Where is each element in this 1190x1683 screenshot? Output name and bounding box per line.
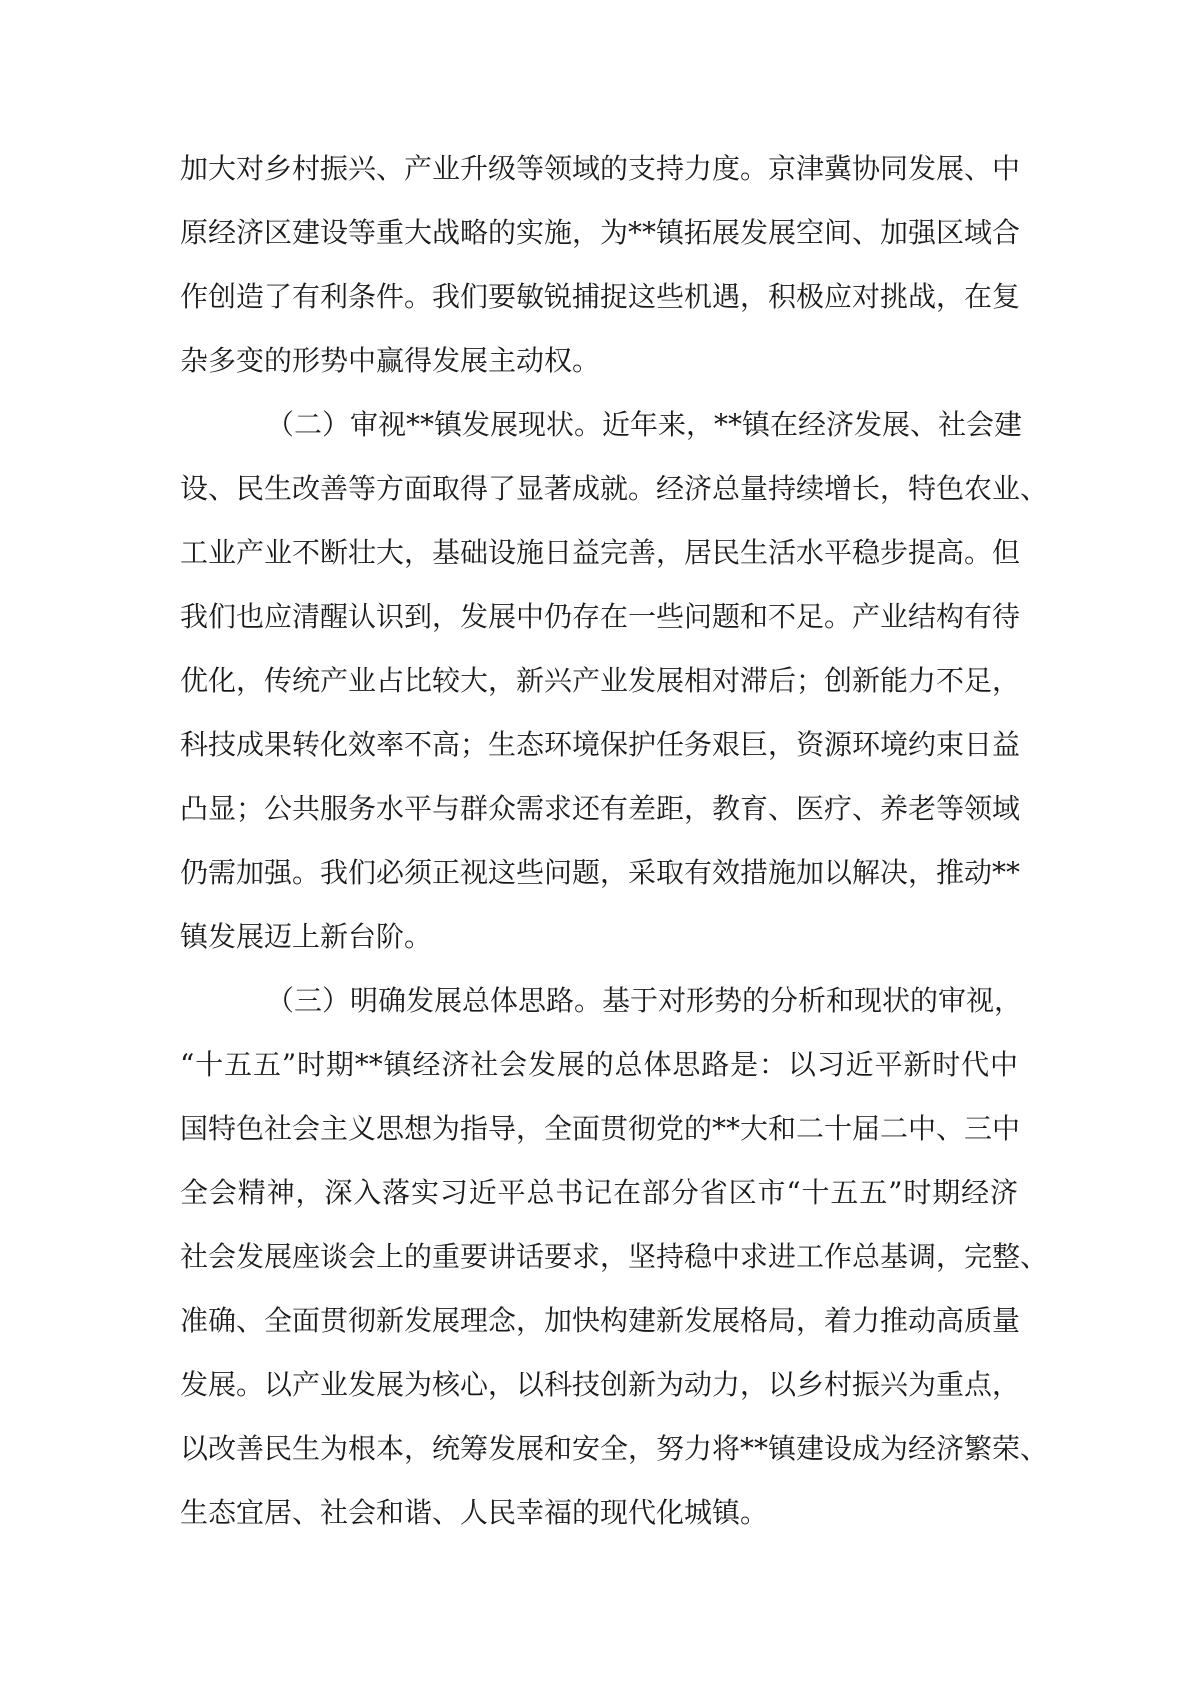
paragraph-2	[180, 408, 1049, 954]
text-line: 作创造了有利条件。我们要敏锐捕捉这些机遇，积极应对挑战，在复	[180, 280, 1021, 313]
paragraph-1	[180, 152, 1021, 378]
document-body	[180, 152, 1049, 1530]
paragraph-heading-line: （三）明确发展总体思路。基于对形势的分析和现状的审视，	[266, 984, 1023, 1017]
text-line: 加大对乡村振兴、产业升级等领域的支持力度。京津冀协同发展、中	[180, 152, 1021, 185]
text-line: 准确、全面贯彻新发展理念，加快构建新发展格局，着力推动高质量	[180, 1304, 1021, 1337]
paragraph-3	[180, 984, 1049, 1530]
text-line: 国特色社会主义思想为指导，全面贯彻党的**大和二十届二中、三中	[180, 1112, 1021, 1145]
text-line: 我们也应清醒认识到，发展中仍存在一些问题和不足。产业结构有待	[180, 600, 1021, 633]
text-line: 设、民生改善等方面取得了显著成就。经济总量持续增长，特色农业、	[180, 472, 1049, 505]
paragraph-heading-line: （二）审视**镇发展现状。近年来，**镇在经济发展、社会建	[266, 408, 1023, 441]
text-line: 凸显；公共服务水平与群众需求还有差距，教育、医疗、养老等领域	[180, 792, 1021, 825]
text-line: 原经济区建设等重大战略的实施，为**镇拓展发展空间、加强区域合	[180, 216, 1021, 249]
text-line: 镇发展迈上新台阶。	[180, 920, 433, 953]
text-line: “十五五”时期**镇经济社会发展的总体思路是：以习近平新时代中	[180, 1048, 1018, 1081]
text-line: 生态宜居、社会和谐、人民幸福的现代化城镇。	[180, 1496, 769, 1529]
text-line: 仍需加强。我们必须正视这些问题，采取有效措施加以解决，推动**	[180, 856, 1021, 889]
text-line: 全会精神，深入落实习近平总书记在部分省区市“十五五”时期经济	[180, 1176, 1018, 1209]
text-line: 优化，传统产业占比较大，新兴产业发展相对滞后；创新能力不足，	[180, 664, 1021, 697]
text-line: 杂多变的形势中赢得发展主动权。	[180, 344, 601, 377]
text-line: 社会发展座谈会上的重要讲话要求，坚持稳中求进工作总基调，完整、	[180, 1240, 1049, 1273]
text-line: 以改善民生为根本，统筹发展和安全，努力将**镇建设成为经济繁荣、	[180, 1432, 1049, 1465]
text-line: 科技成果转化效率不高；生态环境保护任务艰巨，资源环境约束日益	[180, 728, 1021, 761]
text-line: 发展。以产业发展为核心，以科技创新为动力，以乡村振兴为重点，	[180, 1368, 1021, 1401]
text-line: 工业产业不断壮大，基础设施日益完善，居民生活水平稳步提高。但	[180, 536, 1021, 569]
